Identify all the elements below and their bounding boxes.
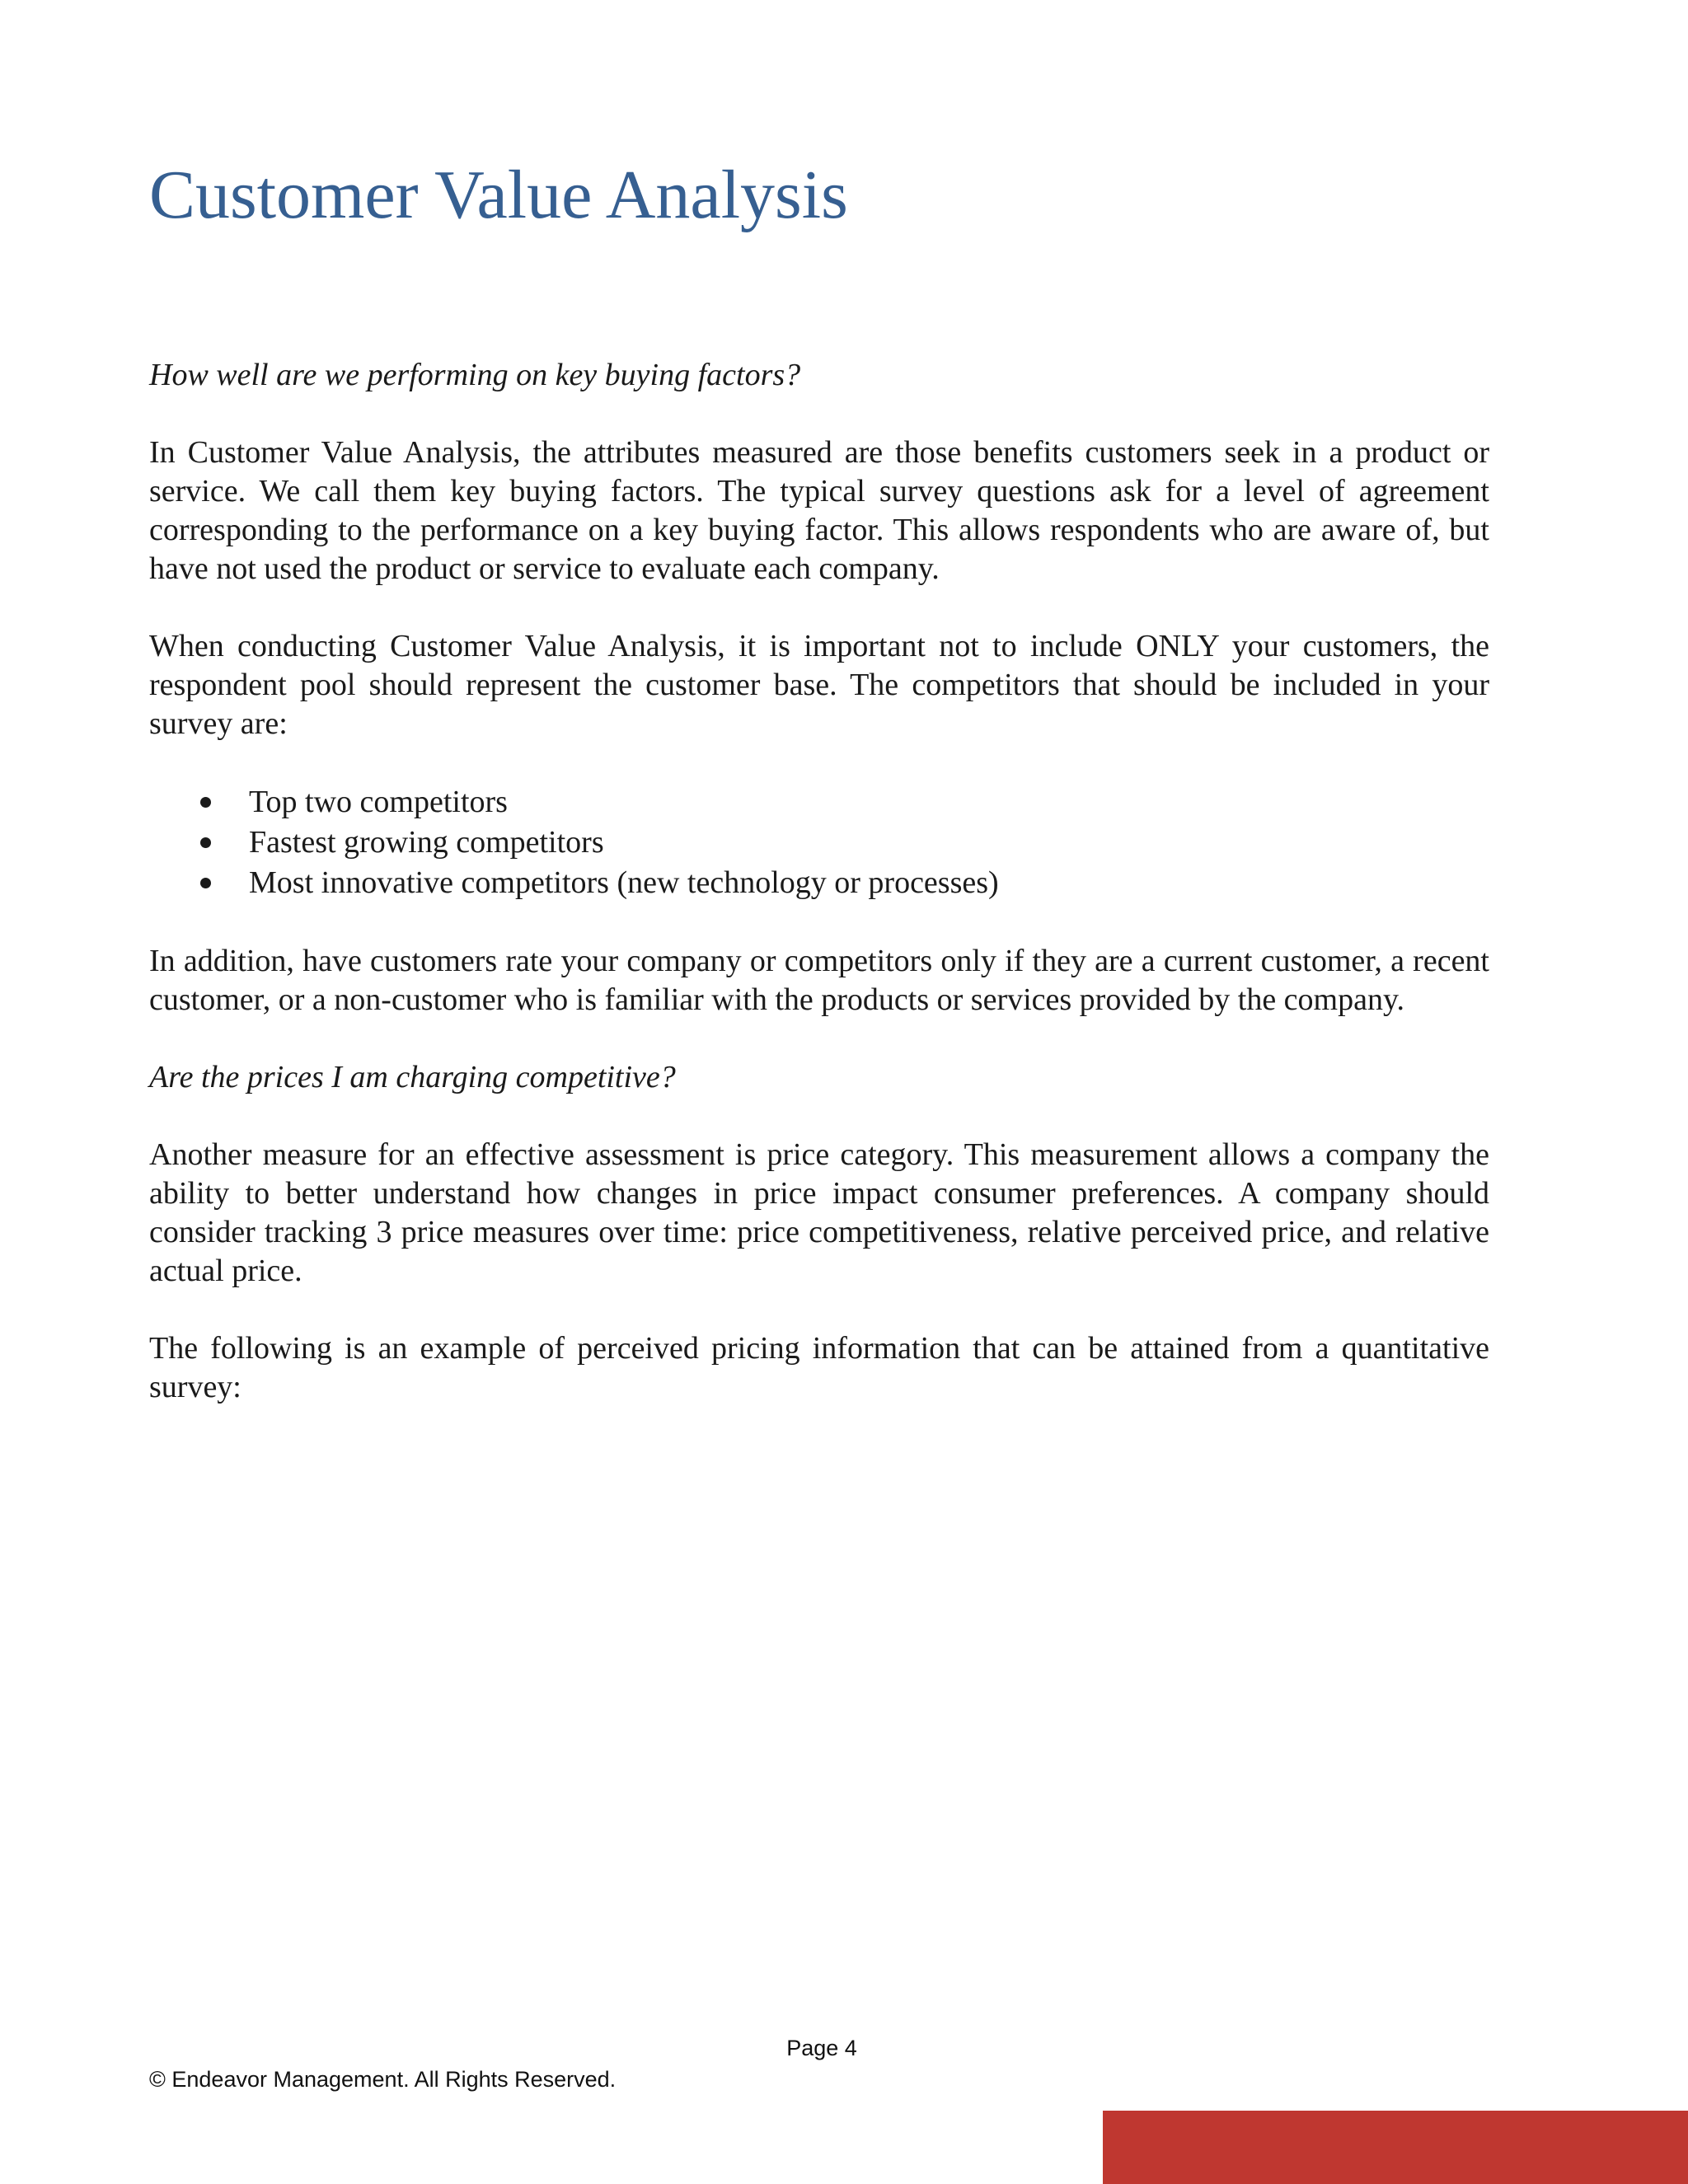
copyright-notice: © Endeavor Management. All Rights Reserved. <box>149 2067 617 2092</box>
bullet-icon <box>200 878 211 888</box>
list-item-text: Top two competitors <box>249 785 508 819</box>
competitor-list <box>149 782 1489 903</box>
paragraph: Another measure for an effective assessment is price category. This measurement allows a company the ability to better understand how changes in price impact consumer preferences. A company should consider tracking 3 price measures over time: price competitiveness, relative perceived price, and relative actual price. <box>149 1137 1489 1288</box>
section-question: How well are we performing on key buying factors? <box>149 358 801 392</box>
paragraph: In Customer Value Analysis, the attributes measured are those benefits customers seek in a product or service. We call them key buying factors. The typical survey questions ask for a level of agreement corresponding to the performance on a key buying factor. This allows respondents who are aware of, but have not used the product or service to evaluate each company. <box>149 435 1489 586</box>
section-question: Are the prices I am charging competitive? <box>149 1060 676 1094</box>
paragraph: The following is an example of perceived pricing information that can be attained from a quantitative survey: <box>149 1331 1489 1404</box>
list-item <box>149 782 1489 823</box>
page-title: Customer Value Analysis <box>149 157 848 233</box>
list-item-text: Most innovative competitors (new technology or processes) <box>249 865 999 900</box>
document-body <box>149 356 1489 1446</box>
bullet-icon <box>200 837 211 848</box>
bullet-icon <box>200 797 211 808</box>
footer-accent-bar <box>1103 2111 1688 2184</box>
paragraph: In addition, have customers rate your company or competitors only if they are a current customer, a recent customer, or a non-customer who is familiar with the products or services provided by the company. <box>149 944 1489 1017</box>
paragraph: When conducting Customer Value Analysis, it is important not to include ONLY your customers, the respondent pool should represent the customer base. The competitors that should be included in your survey are: <box>149 629 1489 741</box>
page-number: Page 4 <box>786 2036 857 2060</box>
list-item-text: Fastest growing competitors <box>249 825 604 860</box>
list-item <box>149 863 1489 903</box>
list-item <box>149 823 1489 863</box>
